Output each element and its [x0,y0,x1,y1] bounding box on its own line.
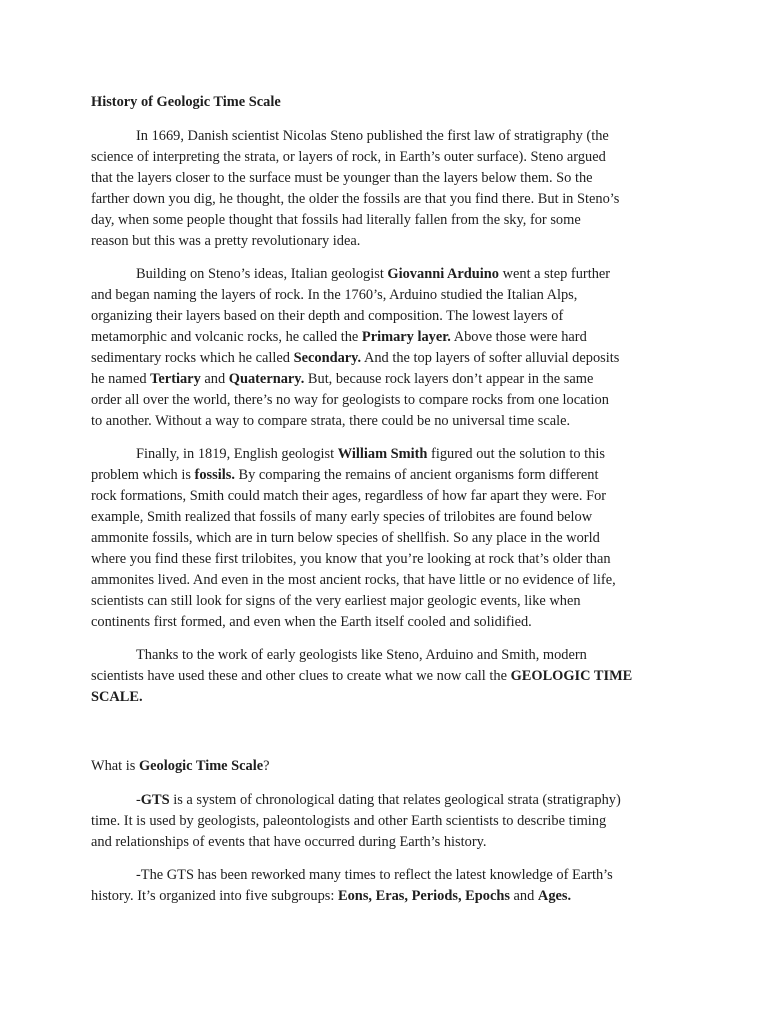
text-run: and [200,371,229,387]
bold-term: Primary layer. [361,329,451,345]
bold-term: Eons, Eras, Periods, Epochs [338,888,510,904]
text-line [91,264,681,285]
bold-term: William Smith [337,446,428,462]
text-line [91,465,681,486]
text-run: is a system of chronological dating that relates geological strata (stratigraphy) [169,792,621,808]
text-run: ? [263,758,270,774]
section-heading [91,756,681,777]
text-line: and began naming the layers of rock. In the 1760’s, Arduino studied the Italian Alps, [91,287,578,303]
text-run: scientists have used these and other clues to create what we now call the [91,668,511,684]
text-line [91,790,681,811]
paragraph-gts-definition [91,790,681,853]
text-run: What is [91,758,139,774]
text-run: went a step further [499,266,611,282]
text-run: problem which is [91,467,195,483]
text-line: order all over the world, there’s no way for geologists to compare rocks from one location [91,392,609,408]
bold-term: Quaternary. [228,371,305,387]
text-line: that the layers closer to the surface must be younger than the layers below them. So the [91,170,593,186]
text-line [91,886,681,907]
text-line [91,756,681,777]
text-line: farther down you dig, he thought, the older the fossils are that you find there. But in Steno’s [91,191,620,207]
text-line: to another. Without a way to compare strata, there could be no universal time scale. [91,413,571,429]
text-run: Finally, in 1819, English geologist [136,446,338,462]
text-run: sedimentary rocks which he called [91,350,294,366]
text-line: organizing their layers based on their depth and composition. The lowest layers of [91,308,564,324]
text-line [91,369,681,390]
text-run: figured out the solution to this [427,446,605,462]
text-run: history. It’s organized into five subgroups: [91,888,339,904]
text-run: he named [91,371,151,387]
paragraph-conclusion [91,645,681,708]
text-run: Above those were hard [450,329,587,345]
text-line: continents first formed, and even when the Earth itself cooled and solidified. [91,614,532,630]
text-line [91,666,681,687]
bold-term: SCALE. [91,689,143,705]
bold-term: GEOLOGIC TIME [510,668,633,684]
text-run: But, because rock layers don’t appear in the same [304,371,594,387]
text-line: where you find these first trilobites, you know that you’re looking at rock that’s older than [91,551,611,567]
bold-term: Secondary. [293,350,362,366]
text-line: Thanks to the work of early geologists like Steno, Arduino and Smith, modern [136,647,587,663]
text-line: science of interpreting the strata, or layers of rock, in Earth’s outer surface). Steno argued [91,149,606,165]
text-line: and relationships of events that have occurred during Earth’s history. [91,834,487,850]
text-line: In 1669, Danish scientist Nicolas Steno published the first law of stratigraphy (the [136,128,609,144]
text-line: reason but this was a pretty revolutionary idea. [91,233,361,249]
text-line: time. It is used by geologists, paleontologists and other Earth scientists to describe timing [91,813,607,829]
text-line: day, when some people thought that fossils had literally fallen from the sky, for some [91,212,581,228]
bold-term: GTS [140,792,170,808]
paragraph-smith [91,444,681,633]
text-line [91,327,681,348]
text-line: rock formations, Smith could match their ages, regardless of how far apart they were. For [91,488,607,504]
text-line: example, Smith realized that fossils of many early species of trilobites are found below [91,509,593,525]
text-line [91,348,681,369]
bold-term: Ages. [537,888,572,904]
text-line: ammonites lived. And even in the most ancient rocks, that have little or no evidence of life, [91,572,616,588]
bold-term: fossils. [194,467,235,483]
text-run: Building on Steno’s ideas, Italian geologist [136,266,388,282]
text-line: scientists can still look for signs of the very earliest major geologic events, like when [91,593,581,609]
text-line: ammonite fossils, which are in turn below species of shellfish. So any place in the world [91,530,600,546]
text-run: - [136,792,141,808]
text-line [91,444,681,465]
document-title: History of Geologic Time Scale [91,94,281,110]
text-line: -The GTS has been reworked many times to reflect the latest knowledge of Earth’s [136,867,613,883]
text-run: and [509,888,538,904]
text-run: And the top layers of softer alluvial deposits [361,350,620,366]
text-run: metamorphic and volcanic rocks, he called the [91,329,362,345]
paragraph-arduino [91,264,681,432]
paragraph-steno [91,126,681,252]
bold-term: Geologic Time Scale [138,758,264,774]
bold-term: Giovanni Arduino [387,266,499,282]
text-run: By comparing the remains of ancient organisms form different [234,467,599,483]
paragraph-gts-subgroups [91,865,681,907]
bold-term: Tertiary [150,371,201,387]
